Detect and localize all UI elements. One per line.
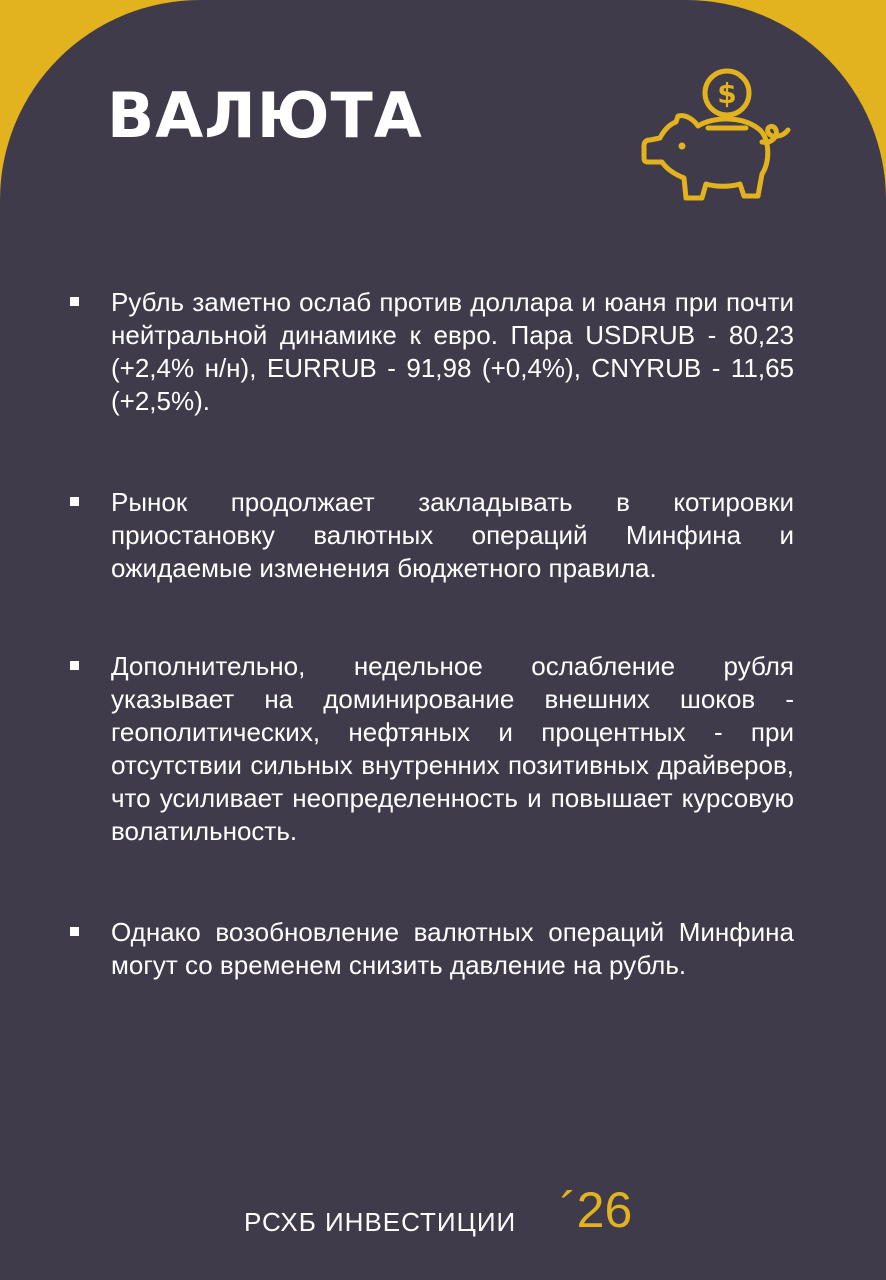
piggy-bank-dollar-icon (636, 66, 800, 216)
bullet-marker (70, 297, 79, 306)
footer-year: ´26 (560, 1182, 633, 1238)
bullet-text: Дополнительно, недельное ослабление рубля указывает на доминирование внешних шоков - геополитических, нефтяных и процентных - при отсутствии сильных внутренних позитивных драйверов, что усиливает неопределенность и повышает курсовую волатильность. (111, 651, 794, 846)
svg-text:$: $ (717, 77, 737, 110)
page-title: ВАЛЮТА (107, 79, 423, 152)
bullet-marker (70, 927, 79, 936)
list-item (68, 286, 794, 418)
footer (244, 1180, 664, 1250)
bullet-marker (70, 497, 79, 506)
list-item (68, 650, 794, 848)
bullet-marker (70, 661, 79, 670)
bullet-text: Рынок продолжает закладывать в котировки приостановку валютных операций Минфина и ожидаемые изменения бюджетного правила. (111, 487, 794, 583)
footer-brand: РСХБ ИНВЕСТИЦИИ (244, 1207, 517, 1237)
list-item (68, 486, 794, 585)
bullet-text: Рубль заметно ослаб против доллара и юаня при почти нейтральной динамике к евро. Пара USDRUB - 80,23 (+2,4% н/н), EURRUB - 91,98 (+0,4%), CNYRUB - 11,65 (+2,5%). (111, 287, 794, 416)
bullet-text: Однако возобновление валютных операций Минфина могут со временем снизить давление на рубль. (111, 917, 794, 980)
list-item (68, 916, 794, 982)
